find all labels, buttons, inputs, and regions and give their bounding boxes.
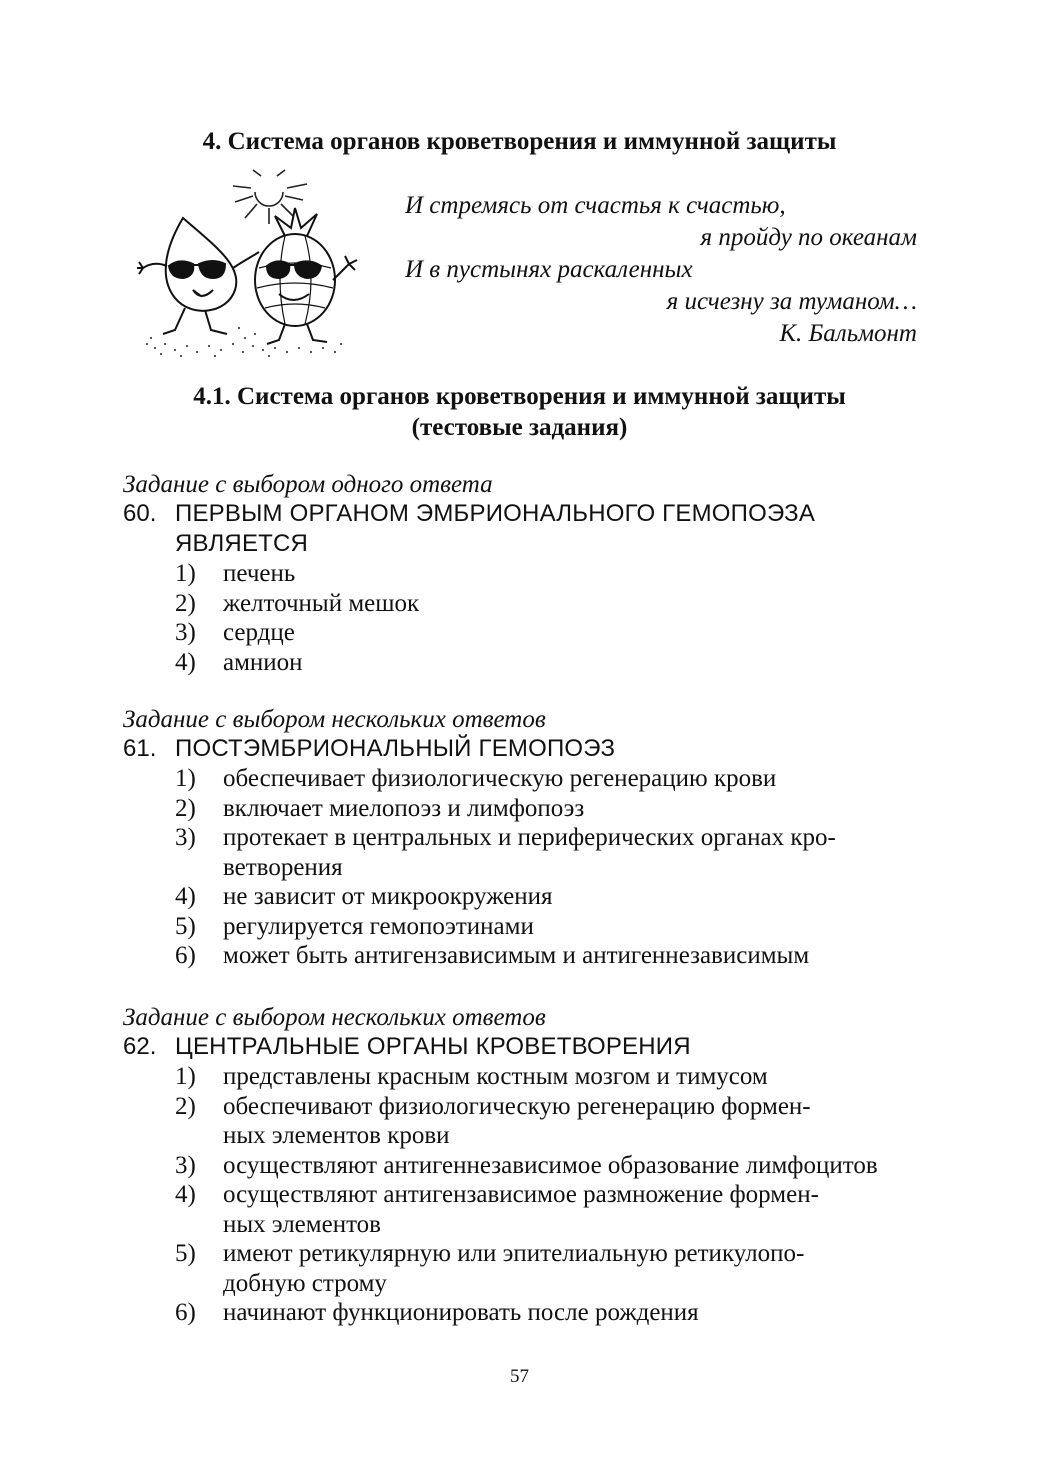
cartoon-illustration — [135, 168, 365, 358]
page-number: 57 — [510, 1366, 529, 1387]
task-type: Задание с выбором нескольких ответов — [123, 1004, 546, 1031]
option-text: включает миелопоэз и лимфопоэз — [223, 794, 585, 822]
task-type: Задание с выбором одного ответа — [123, 471, 493, 498]
answer-options — [123, 1062, 943, 1328]
epigraph-author: К. Бальмонт — [779, 320, 917, 347]
option-text: сердце — [223, 619, 295, 646]
epigraph-line: я исчезну за туманом… — [666, 288, 917, 315]
answer-option — [123, 823, 943, 882]
option-number: 6) — [175, 942, 196, 969]
option-number: 1) — [175, 765, 196, 792]
epigraph-line: И в пустынях раскаленных — [405, 256, 693, 283]
answer-option — [123, 1239, 943, 1298]
option-text: начинают функционировать после рождения — [223, 1299, 699, 1326]
sun-icon — [233, 170, 307, 224]
option-text: амнион — [223, 648, 303, 676]
option-text: представлены красным костным мозгом и тимусом — [223, 1063, 768, 1090]
option-number: 2) — [175, 794, 196, 822]
option-number: 3) — [175, 824, 196, 851]
answer-option — [123, 882, 943, 912]
option-number: 4) — [175, 648, 196, 676]
option-number: 1) — [175, 1063, 196, 1090]
task-62 — [123, 1004, 943, 1328]
epigraph-line: я пройду по океанам — [700, 224, 917, 251]
option-number: 4) — [175, 1181, 196, 1208]
section-title-line: 4.1. Система органов кроветворения и иммунной защиты — [193, 383, 846, 410]
option-text: протекает в центральных и периферических органах кро- — [223, 824, 836, 851]
option-text: желточный мешок — [223, 589, 420, 617]
option-text: имеют ретикулярную или эпителиальную ретикулопо- — [223, 1240, 805, 1267]
answer-option — [123, 648, 943, 678]
question-text: ЦЕНТРАЛЬНЫЕ ОРГАНЫ КРОВЕТВОРЕНИЯ — [175, 1033, 691, 1060]
option-number: 5) — [175, 912, 196, 940]
section-title — [0, 381, 1039, 443]
answer-option — [123, 589, 943, 619]
epigraph-line: И стремясь от счастья к счастью, — [405, 192, 786, 219]
question-text: ЯВЛЯЕТСЯ — [175, 530, 309, 557]
answer-option — [123, 1180, 943, 1239]
question — [123, 734, 943, 764]
question-number: 61. — [123, 735, 157, 762]
drop-character — [137, 218, 259, 334]
question — [123, 1032, 943, 1062]
option-number: 1) — [175, 560, 196, 587]
question-text: ПЕРВЫМ ОРГАНОМ ЭМБРИОНАЛЬНОГО ГЕМОПОЭЗА — [175, 500, 816, 527]
option-number: 3) — [175, 619, 196, 646]
answer-option — [123, 1298, 943, 1328]
option-text: регулируется гемопоэтинами — [223, 912, 534, 940]
option-number: 4) — [175, 883, 196, 910]
option-text-continued: добную строму — [223, 1269, 387, 1297]
section-title-subtitle: (тестовые задания) — [411, 414, 628, 441]
answer-option — [123, 941, 943, 971]
option-number: 2) — [175, 1092, 196, 1120]
option-text: осуществляют антигеннезависимое образование лимфоцитов — [223, 1151, 878, 1179]
answer-option — [123, 618, 943, 648]
task-type: Задание с выбором нескольких ответов — [123, 706, 546, 733]
option-number: 6) — [175, 1299, 196, 1326]
question-number: 60. — [123, 500, 157, 527]
option-text: печень — [223, 560, 296, 587]
answer-option — [123, 559, 943, 589]
answer-option — [123, 764, 943, 794]
answer-option — [123, 912, 943, 942]
question — [123, 499, 943, 559]
task-61 — [123, 706, 943, 971]
question-number: 62. — [123, 1033, 157, 1060]
chapter-title: 4. Система органов кроветворения и иммунной защиты — [202, 128, 837, 155]
option-text: может быть антигензависимым и антигеннезависимым — [223, 942, 810, 969]
answer-options — [123, 764, 943, 971]
question-text: ПОСТЭМБРИОНАЛЬНЫЙ ГЕМОПОЭЗ — [175, 735, 616, 762]
option-text: не зависит от микроокружения — [223, 883, 553, 910]
answer-option — [123, 1062, 943, 1092]
option-text-continued: ных элементов крови — [223, 1122, 450, 1149]
option-number: 3) — [175, 1151, 196, 1179]
answer-option — [123, 1092, 943, 1151]
option-text: обеспечивают физиологическую регенерацию формен- — [223, 1092, 811, 1120]
option-text-continued: ных элементов — [223, 1210, 381, 1238]
option-text: обеспечивает физиологическую регенерацию крови — [223, 765, 777, 792]
option-number: 5) — [175, 1240, 196, 1267]
globe-character — [255, 208, 357, 344]
option-text-continued: ветворения — [223, 853, 343, 881]
answer-option — [123, 794, 943, 824]
option-text: осуществляют антигензависимое размножение формен- — [223, 1181, 819, 1208]
sand-texture — [146, 327, 342, 357]
epigraph — [405, 190, 917, 350]
option-number: 2) — [175, 589, 196, 617]
answer-options — [123, 559, 943, 677]
answer-option — [123, 1151, 943, 1181]
task-60 — [123, 471, 943, 677]
